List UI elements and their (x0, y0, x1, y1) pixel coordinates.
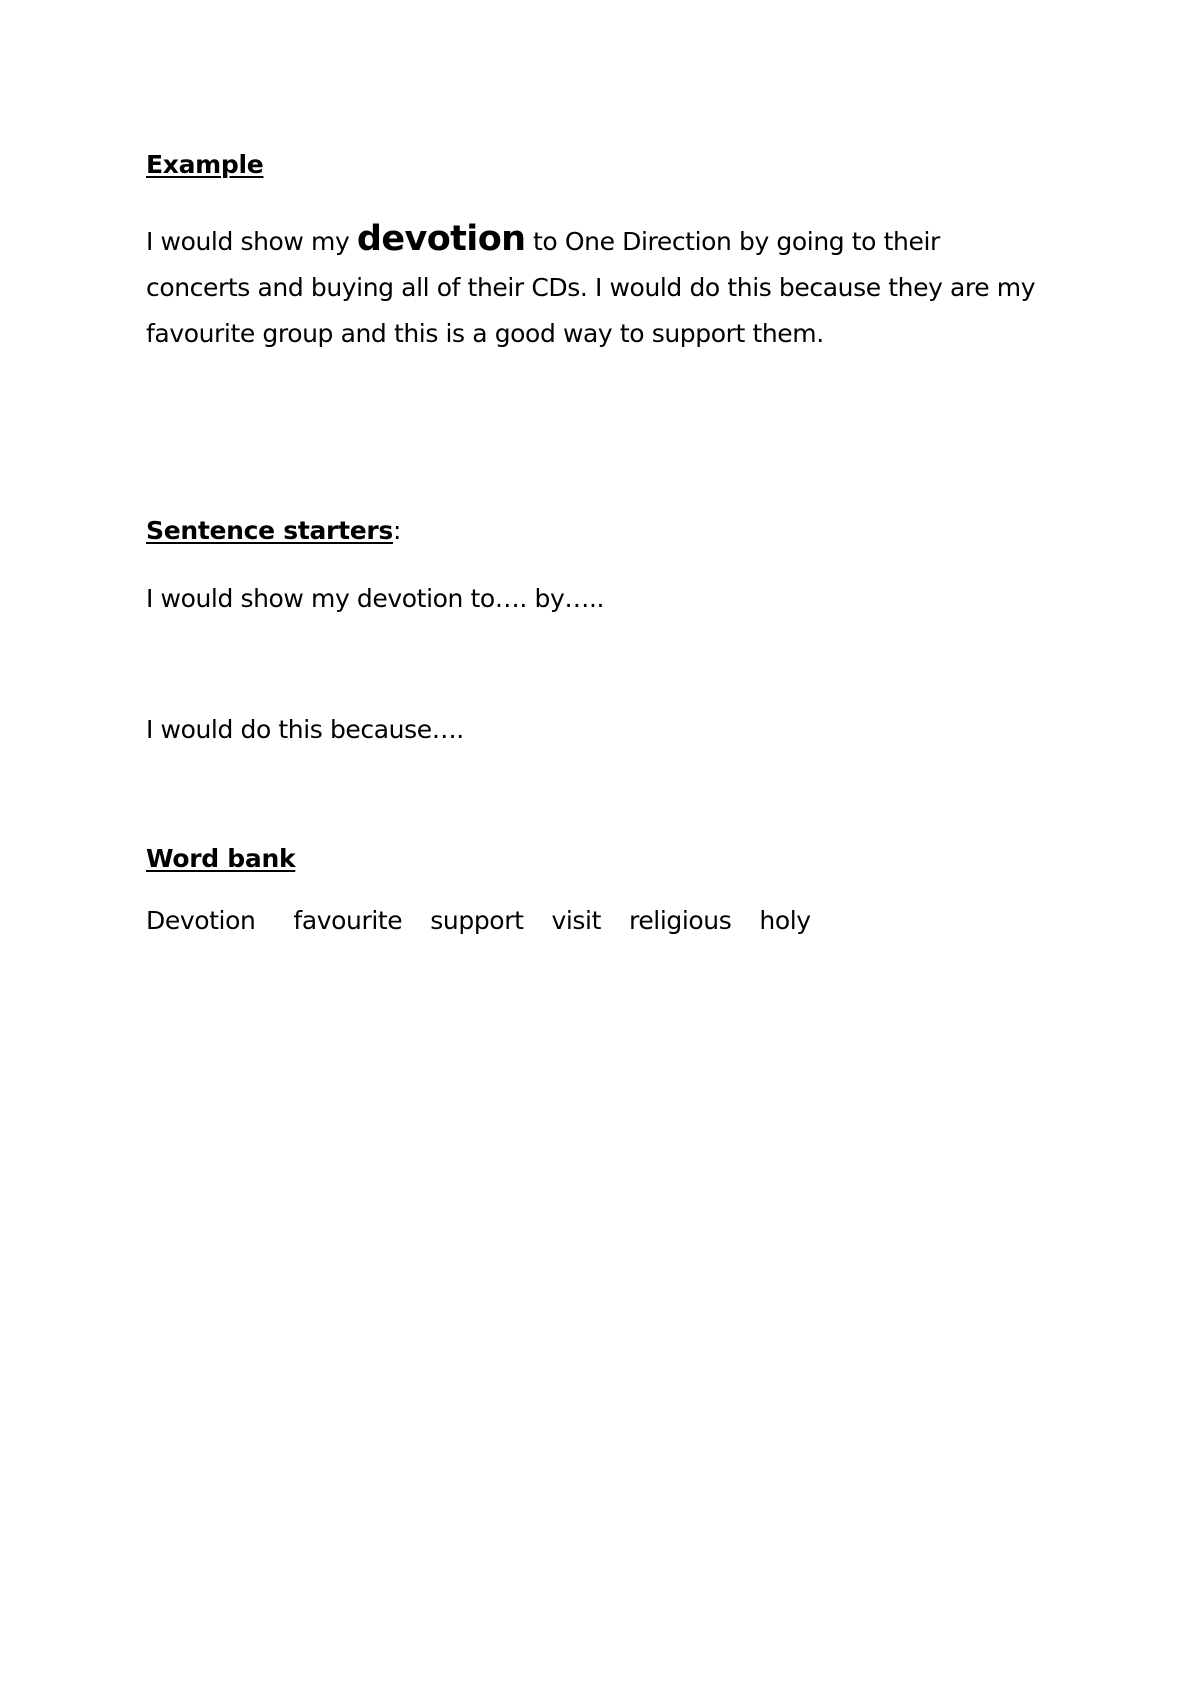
sentence-starters-heading-colon: : (393, 516, 402, 545)
word-bank-list (146, 906, 839, 935)
word-bank-item: favourite (293, 906, 403, 935)
word-bank-item: Devotion (146, 906, 256, 935)
sentence-starter-2: I would do this because…. (146, 715, 464, 744)
word-bank-item: visit (551, 906, 601, 935)
sentence-starters-heading-text: Sentence starters (146, 516, 393, 545)
word-bank-item: holy (759, 906, 811, 935)
example-text-after: to One Direction by going to their concerts and buying all of their CDs. I would do this because they are my favourite group and this is a good way to support them. (146, 227, 1036, 348)
sentence-starters-heading (146, 516, 401, 545)
example-emphasis-word: devotion (356, 219, 526, 259)
sentence-starter-1: I would show my devotion to…. by….. (146, 584, 605, 613)
word-bank-heading: Word bank (146, 844, 296, 873)
word-bank-item: religious (629, 906, 732, 935)
example-heading: Example (146, 150, 264, 179)
example-text-before: I would show my (146, 227, 357, 256)
word-bank-item: support (430, 906, 524, 935)
example-paragraph (146, 216, 1046, 357)
